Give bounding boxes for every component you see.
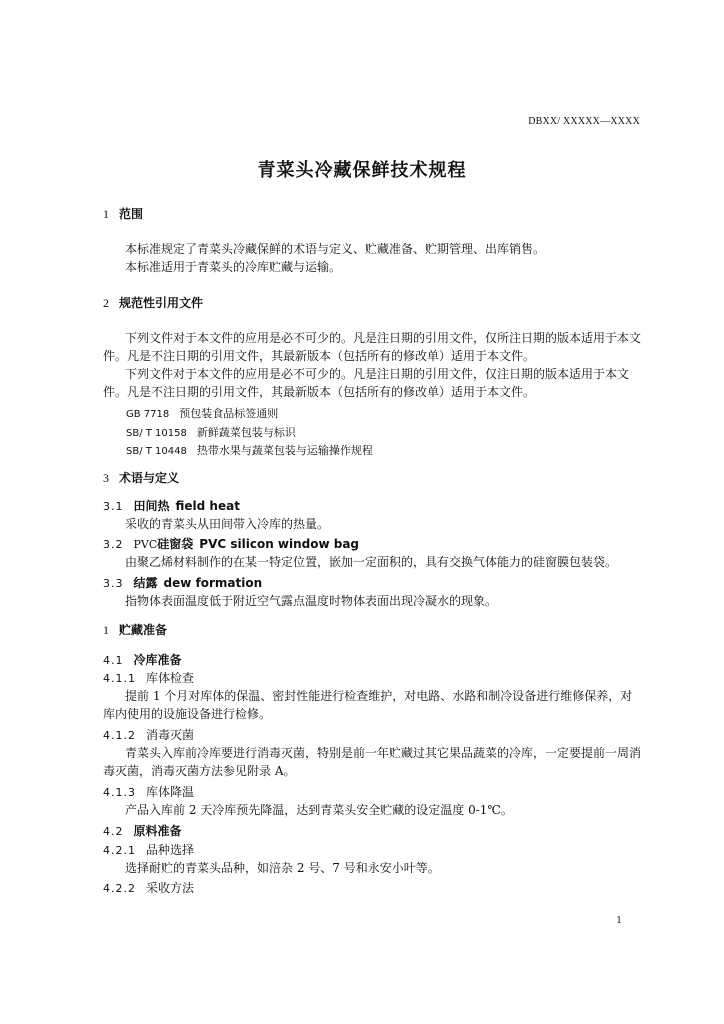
term-3-2: [103, 535, 359, 552]
subsection-4-1-2: [103, 726, 194, 743]
term-cn: 田间热: [133, 499, 170, 513]
subsection-title: 库体降温: [146, 785, 195, 799]
section-4-heading: [103, 621, 167, 638]
term-en: PVC silicon window bag: [199, 537, 360, 551]
section-title: 贮藏准备: [119, 623, 168, 637]
section-1-heading: [103, 205, 143, 222]
reference-code: GB 7718: [126, 409, 170, 420]
term-3-3: [103, 574, 262, 591]
subsection-number: 4.2.1: [103, 844, 136, 857]
term-number: 3.3: [103, 577, 124, 590]
term-prefix: PVC: [133, 538, 158, 551]
subsection-title: 原料准备: [133, 824, 182, 838]
subsection-4-2-2: [103, 879, 194, 896]
section-number: 2: [103, 296, 109, 310]
term-definition: 指物体表面温度低于附近空气露点温度时物体表面出现冷凝水的现象。: [125, 594, 498, 608]
section-title: 规范性引用文件: [119, 296, 204, 310]
paragraph: 本标准适用于青菜头的冷库贮藏与运输。: [125, 260, 342, 274]
subsection-number: 4.1.3: [103, 786, 136, 799]
subsection-title: 库体检查: [146, 671, 195, 685]
term-cn: 硅窗袋: [157, 537, 194, 551]
term-en: field heat: [175, 499, 240, 513]
section-title: 范围: [119, 207, 144, 221]
subsection-title: 冷库准备: [133, 653, 182, 667]
paragraph: 青菜头入库前冷库要进行消毒灭菌，特别是前一年贮藏过其它果品蔬菜的冷库，一定要提前一周消毒灭菌，消毒灭菌方法参见附录 A。: [103, 746, 642, 778]
subsection-title: 品种选择: [146, 843, 195, 857]
reference-item: [126, 424, 296, 440]
term-en: dew formation: [163, 576, 263, 590]
subsection-4-2-1: [103, 841, 194, 858]
term-definition: 采收的青菜头从田间带入冷库的热量。: [125, 517, 330, 531]
subsection-title: 消毒灭菌: [146, 728, 195, 742]
subsection-number: 4.1.2: [103, 729, 136, 742]
reference-item: [126, 405, 278, 421]
subsection-number: 4.1: [103, 654, 124, 667]
subsection-4-1-3: [103, 783, 194, 800]
reference-item: [126, 442, 373, 458]
reference-title: 新鲜蔬菜包装与标识: [196, 426, 296, 439]
section-number: 1: [103, 207, 109, 221]
term-3-1: [103, 497, 240, 514]
subsection-4-1-1: [103, 669, 194, 686]
subsection-4-2: [103, 822, 182, 839]
standard-code: DBXX/ XXXXX—XXXX: [528, 116, 640, 127]
subsection-4-1: [103, 651, 182, 668]
reference-code: SB/ T 10448: [126, 446, 187, 457]
section-3-heading: [103, 469, 179, 486]
paragraph: 下列文件对于本文件的应用是必不可少的。凡是注日期的引用文件，仅注日期的版本适用于本文件。凡是不注日期的引用文件，其最新版本（包括所有的修改单）适用于本文件。: [103, 367, 630, 399]
paragraph: 本标准规定了青菜头冷藏保鲜的术语与定义、贮藏准备、贮期管理、出库销售。: [125, 242, 546, 256]
term-number: 3.2: [103, 538, 124, 551]
page-number: 1: [616, 916, 622, 926]
reference-code: SB/ T 10158: [126, 428, 187, 439]
subsection-number: 4.2: [103, 825, 124, 838]
section-number: 3: [103, 471, 109, 485]
section-number: 1: [103, 623, 109, 637]
term-definition: 由聚乙烯材料制作的在某一特定位置，嵌加一定面积的，具有交换气体能力的硅窗膜包装袋。: [125, 555, 618, 569]
reference-title: 预包装食品标签通则: [179, 407, 279, 420]
subsection-number: 4.2.2: [103, 882, 136, 895]
paragraph: 提前 1 个月对库体的保温、密封性能进行检查维护，对电路、水路和制冷设备进行维修保养，对库内使用的设施设备进行检修。: [103, 689, 633, 721]
paragraph: 产品入库前 2 天冷库预先降温，达到青菜头安全贮藏的设定温度 0-1℃。: [125, 803, 513, 817]
paragraph: 选择耐贮的青菜头品种，如涪杂 2 号、7 号和永安小叶等。: [125, 861, 440, 875]
subsection-number: 4.1.1: [103, 672, 136, 685]
document-title: 青菜头冷藏保鲜技术规程: [257, 160, 467, 181]
section-title: 术语与定义: [119, 471, 180, 485]
paragraph: 下列文件对于本文件的应用是必不可少的。凡是注日期的引用文件，仅所注日期的版本适用于本文件。凡是不注日期的引用文件，其最新版本（包括所有的修改单）适用于本文件。: [103, 331, 642, 363]
reference-title: 热带水果与蔬菜包装与运输操作规程: [196, 444, 373, 457]
term-cn: 结露: [133, 576, 158, 590]
subsection-title: 采收方法: [146, 881, 195, 895]
term-number: 3.1: [103, 500, 124, 513]
section-2-heading: [103, 294, 203, 311]
